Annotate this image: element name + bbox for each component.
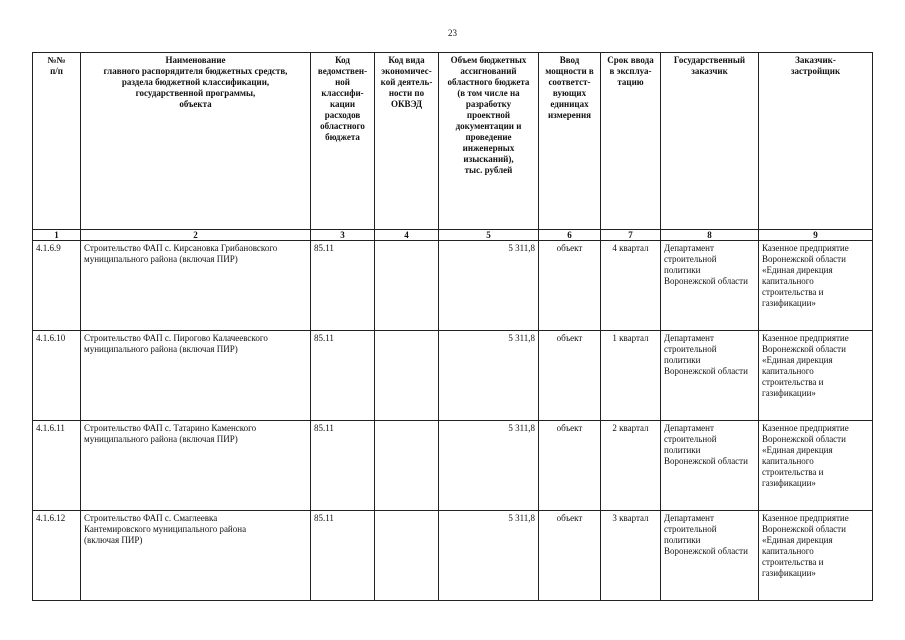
header-cell: Объем бюджетных ассигнований областного бюджета (в том числе на разработку проектной документации и проведение инженерных изысканий), тыс. рублей: [439, 53, 539, 230]
budget-table: [32, 52, 873, 601]
table-row: [33, 331, 873, 421]
table-row: [33, 421, 873, 511]
header-row: [33, 53, 873, 230]
table-row: [33, 241, 873, 331]
developer: Казенное предприятие Воронежской области «Единая дирекция капитального строительства и газификации»: [759, 511, 873, 601]
okved-code: [375, 421, 439, 511]
row-number: 4.1.6.12: [33, 511, 81, 601]
state-customer: Департамент строительной политики Воронежской области: [661, 421, 759, 511]
column-number: 1: [33, 230, 81, 241]
column-number: 7: [601, 230, 661, 241]
header-cell: Код ведомствен- ной классифи- кации расходов областного бюджета: [311, 53, 375, 230]
capacity-unit: объект: [539, 241, 601, 331]
budget-volume: 5 311,8: [439, 511, 539, 601]
header-cell: Код вида экономичес- кой деятель- ности по ОКВЭД: [375, 53, 439, 230]
object-name: Строительство ФАП с. Смаглеевка Кантемировского муниципального района (включая ПИР): [81, 511, 311, 601]
state-customer: Департамент строительной политики Воронежской области: [661, 511, 759, 601]
column-number-row: [33, 230, 873, 241]
budget-volume: 5 311,8: [439, 241, 539, 331]
object-name: Строительство ФАП с. Кирсановка Грибановского муниципального района (включая ПИР): [81, 241, 311, 331]
header-cell: Срок ввода в эксплуа- тацию: [601, 53, 661, 230]
okved-code: [375, 511, 439, 601]
budget-code: 85.11: [311, 241, 375, 331]
column-number: 5: [439, 230, 539, 241]
capacity-unit: объект: [539, 511, 601, 601]
column-number: 9: [759, 230, 873, 241]
budget-volume: 5 311,8: [439, 331, 539, 421]
table-row: [33, 511, 873, 601]
row-number: 4.1.6.9: [33, 241, 81, 331]
column-number: 4: [375, 230, 439, 241]
header-cell: Наименование главного распорядителя бюджетных средств, раздела бюджетной классификации, государственной программы, объекта: [81, 53, 311, 230]
row-number: 4.1.6.10: [33, 331, 81, 421]
state-customer: Департамент строительной политики Воронежской области: [661, 331, 759, 421]
capacity-unit: объект: [539, 331, 601, 421]
budget-volume: 5 311,8: [439, 421, 539, 511]
okved-code: [375, 241, 439, 331]
okved-code: [375, 331, 439, 421]
commission-term: 2 квартал: [601, 421, 661, 511]
developer: Казенное предприятие Воронежской области «Единая дирекция капитального строительства и газификации»: [759, 331, 873, 421]
column-number: 2: [81, 230, 311, 241]
commission-term: 4 квартал: [601, 241, 661, 331]
row-number: 4.1.6.11: [33, 421, 81, 511]
budget-code: 85.11: [311, 421, 375, 511]
column-number: 6: [539, 230, 601, 241]
developer: Казенное предприятие Воронежской области «Единая дирекция капитального строительства и газификации»: [759, 421, 873, 511]
capacity-unit: объект: [539, 421, 601, 511]
commission-term: 3 квартал: [601, 511, 661, 601]
column-number: 3: [311, 230, 375, 241]
state-customer: Департамент строительной политики Воронежской области: [661, 241, 759, 331]
budget-code: 85.11: [311, 511, 375, 601]
column-number: 8: [661, 230, 759, 241]
commission-term: 1 квартал: [601, 331, 661, 421]
header-cell: №№ п/п: [33, 53, 81, 230]
page-number: 23: [448, 28, 457, 38]
header-cell: Ввод мощности в соответст- вующих единицах измерения: [539, 53, 601, 230]
header-cell: Государственный заказчик: [661, 53, 759, 230]
header-cell: Заказчик- застройщик: [759, 53, 873, 230]
object-name: Строительство ФАП с. Татарино Каменского муниципального района (включая ПИР): [81, 421, 311, 511]
budget-code: 85.11: [311, 331, 375, 421]
developer: Казенное предприятие Воронежской области «Единая дирекция капитального строительства и газификации»: [759, 241, 873, 331]
object-name: Строительство ФАП с. Пирогово Калачеевского муниципального района (включая ПИР): [81, 331, 311, 421]
